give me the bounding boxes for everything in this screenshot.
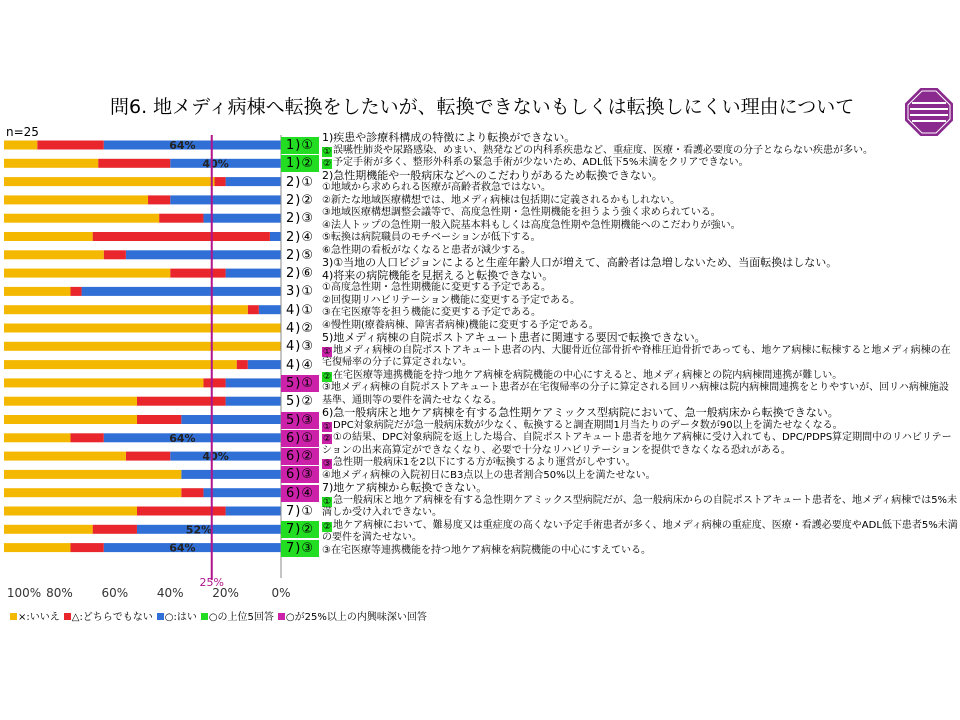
x-tick-label: 100% [6, 586, 42, 600]
reason-item [322, 220, 958, 233]
reason-item-text: ①高度急性期・急性期機能に変更する予定である。 [322, 282, 551, 293]
bar-segment-circle [226, 507, 281, 516]
highlight-marker: ② [322, 371, 332, 382]
legend-entry: ○の上位5回答 [208, 612, 274, 623]
bar-segment-circle [181, 470, 281, 479]
bar-segment-circle [82, 287, 281, 296]
bar-segment-x [4, 141, 37, 150]
category-code: 4)② [286, 321, 314, 336]
category-code: 5)③ [281, 412, 319, 429]
reason-item [322, 307, 958, 320]
category-code: 2)⑥ [286, 266, 314, 282]
legend-swatch [64, 613, 71, 620]
x-tick-label: 80% [46, 586, 73, 600]
highlight-marker: ② [322, 434, 332, 444]
highlight-marker: ③ [322, 459, 332, 469]
bar-segment-x [4, 232, 93, 241]
category-code: 3)① [286, 284, 314, 300]
reason-item [322, 295, 958, 308]
bar-segment-triangle [98, 159, 170, 168]
reason-item-text: ④地メディ病棟の入院初日にB3点以上の患者割合50%以上を満たせない。 [322, 469, 656, 481]
highlight-marker: ② [322, 159, 332, 169]
reason-item-text: ②回復期リハビリテーション機能に変更する予定である。 [322, 294, 581, 306]
legend-swatch [157, 613, 164, 620]
bar-segment-x [4, 452, 126, 461]
reason-group-header: 7)地ケア病棟から転換できない。 [322, 481, 488, 494]
bar-segment-triangle [181, 488, 203, 497]
bar-segment-triangle [70, 433, 103, 442]
category-code: 7)③ [281, 540, 319, 557]
legend-swatch [278, 613, 285, 620]
reason-item-text: ④慢性期(療養病棟、障害者病棟)機能に変更する予定である。 [322, 319, 599, 331]
reason-item-text: ⑥急性期の看板がなくなると患者が減少する。 [322, 244, 531, 256]
bar-segment-circle [226, 177, 281, 186]
reason-item [322, 432, 958, 457]
category-code: 2)② [286, 192, 314, 208]
reason-item [322, 157, 958, 170]
bar-segment-circle [126, 250, 281, 259]
highlight-marker: ① [322, 421, 332, 432]
reason-item-text: ①の結果、DPC対象病院を返上した場合、自院ポストアキュート患者を地ケア病棟に受け入れても、DPC/PDPS算定期間中のリハビリテーションの出来高算定ができなくなり、必要で十分なリハビリテーションを提供できなくなる恐れがある。 [322, 432, 952, 456]
highlight-marker: ① [322, 146, 332, 157]
reason-group-header: 1)疾患や診療科構成の特徴により転換ができない。 [322, 131, 576, 144]
bar-segment-x [4, 433, 70, 442]
bar-segment-circle [226, 378, 281, 387]
category-code: 6)② [281, 448, 319, 465]
legend-swatch [201, 613, 208, 620]
reason-item [322, 282, 958, 295]
bar-segment-circle [203, 488, 281, 497]
bar-segment-circle [203, 214, 281, 223]
reason-item-text: ②新たな地域医療構想では、地メディ病棟は包括期に定義されるかもしれない。 [322, 194, 681, 206]
reason-item [322, 145, 958, 158]
reason-item-text: 急性期一般病床1を2以下にする方が転換するより運営がしやすい。 [333, 457, 636, 468]
sample-size-label: n=25 [6, 125, 39, 139]
bar-segment-x [4, 397, 137, 406]
bar-segment-circle [170, 195, 281, 204]
bar-segment-x [4, 269, 170, 278]
bar-segment-triangle [70, 287, 81, 296]
bar-segment-triangle [93, 232, 270, 241]
reason-item [322, 495, 958, 520]
reason-item-text: ④法人トップの急性期一般入院基本料もしくは高度急性期や急性期機能へのこだわりが強い。 [322, 219, 741, 231]
reason-item-text: 地メディ病棟の自院ポストアキュート患者の内、大腿骨近位部骨折や脊椎圧迫骨折であっても、地ケア病棟に転棟すると地メディ病棟の在宅復帰率の分子に算定されない。 [322, 344, 951, 368]
category-code: 4)④ [286, 357, 314, 373]
reason-item [322, 370, 958, 383]
data-label: 64% [169, 431, 196, 445]
category-code: 2)① [286, 174, 314, 190]
category-code: 5)② [286, 394, 314, 410]
bar-segment-x [4, 543, 70, 552]
reason-item-text: ③在宅医療等を担う機能に変更する予定である。 [322, 307, 541, 318]
bar-segment-triangle [148, 195, 170, 204]
reason-item [322, 420, 958, 433]
reason-item-text: ③地メディ病棟の自院ポストアキュート患者が在宅復帰率の分子に算定される回リハ病棟は院内病棟間連携をとりやすいが、回リハ病棟施設基準、通則等の要件を満たせなくなる。 [322, 382, 949, 406]
reason-item [322, 457, 958, 470]
bar-segment-x [4, 507, 137, 516]
category-code: 1)② [281, 155, 319, 172]
reason-text-panel [322, 132, 958, 557]
bar-segment-triangle [70, 543, 103, 552]
reason-group-header: 5)地メディ病棟の自院ポストアキュート患者に関連する要因で転換できない。 [322, 331, 706, 344]
reason-item [322, 195, 958, 208]
reason-item [322, 382, 958, 407]
bar-segment-x [4, 159, 98, 168]
reason-item-text: ③在宅医療等連携機能を持つ地ケア病棟を病院機能の中心にすえている。 [322, 544, 651, 556]
category-code: 7)① [286, 504, 314, 519]
category-code: 4)③ [286, 339, 314, 355]
bar-segment-triangle [93, 525, 137, 534]
chart-legend [6, 608, 427, 623]
reason-item-text: ⑤転換は病院職員のモチベーションが低下する。 [322, 232, 541, 243]
bar-segment-x [4, 378, 203, 387]
reason-item [322, 207, 958, 220]
category-code: 2)③ [286, 211, 314, 227]
bar-segment-x [4, 415, 137, 424]
bar-segment-x [4, 488, 181, 497]
bar-segment-x [4, 195, 148, 204]
highlight-marker: ① [322, 496, 332, 507]
category-code: 5)① [281, 375, 319, 392]
reason-item-text: 誤嚥性肺炎や尿路感染、めまい、熱発などの内科系疾患など、重症度、医療・看護必要度の分子とならない疾患が多い。 [333, 144, 873, 156]
legend-entry: ○:はい [164, 612, 197, 623]
data-label: 40% [202, 450, 229, 464]
x-tick-label: 20% [212, 586, 239, 600]
bar-segment-triangle [104, 250, 126, 259]
bar-segment-triangle [203, 378, 225, 387]
category-code: 6)③ [281, 466, 319, 483]
x-tick-label: 0% [271, 586, 291, 600]
reason-item [322, 520, 958, 545]
reason-group-header: 6)急一般病床と地ケア病棟を有する急性期ケアミックス型病院において、急一般病床から転換できない。 [322, 406, 839, 419]
reason-item [322, 232, 958, 245]
x-tick-label: 40% [156, 586, 184, 600]
bar-segment-x [4, 525, 93, 534]
data-label: 64% [169, 139, 196, 152]
bar-segment-circle [226, 269, 281, 278]
bar-segment-x [4, 470, 181, 479]
reason-group-header: 2)急性期機能や一般病床などへのこだわりがあるため転換できない。 [322, 168, 663, 182]
bar-segment-circle [248, 360, 281, 369]
bar-segment-triangle [170, 269, 225, 278]
data-label: 64% [169, 541, 196, 555]
reason-item [322, 545, 958, 558]
legend-swatch [10, 613, 17, 620]
reason-item-text: DPC対象病院だが急一般病床数が少なく、転換すると調査期間1月当たりのデータ数が90以上を満たせなくなる。 [333, 419, 843, 431]
bar-segment-x [4, 324, 281, 333]
reason-item-text: ①地域から求められる医療が高齢者救急ではない。 [322, 182, 551, 193]
category-code: 6)④ [281, 485, 319, 502]
bar-segment-x [4, 177, 215, 186]
bar-segment-triangle [248, 305, 259, 314]
reason-item-text: 地ケア病棟において、難易度又は重症度の高くない予定手術患者が多く、地メディ病棟の重症度、医療・看護必要度やADL低下患者5%未満の要件を満たせない。 [322, 519, 958, 543]
x-tick-label: 60% [101, 586, 129, 600]
category-code: 7)② [281, 521, 319, 538]
threshold-label: 25% [199, 576, 224, 589]
reason-item-text: 急一般病床と地ケア病棟を有する急性期ケアミックス型病院だが、急一般病床からの自院ポストアキュート患者を、地メディ病棟では5%未満しか受け入れできない。 [322, 494, 958, 518]
reason-item-text: 在宅医療等連携機能を持つ地ケア病棟を病院機能の中心にすえると、地メディ病棟との院内病棟間連携が難しい。 [333, 369, 843, 381]
reason-item-text: 予定手術が多く、整形外科系の緊急手術が少ないため、ADL低下5%未満をクリアできない。 [333, 157, 749, 168]
category-code: 6)① [281, 430, 319, 447]
bar-segment-triangle [126, 452, 170, 461]
bar-segment-circle [270, 232, 281, 241]
bar-segment-x [4, 214, 159, 223]
bar-segment-triangle [237, 360, 248, 369]
bar-segment-x [4, 287, 70, 296]
reason-group-header: 4)将来の病院機能を見据えると転換できない。 [322, 268, 554, 282]
bar-segment-x [4, 250, 104, 259]
bar-segment-circle [181, 415, 281, 424]
bar-segment-triangle [37, 141, 103, 150]
legend-entry: △:どちらでもない [71, 612, 153, 623]
legend-entry: ○が25%以上の内興味深い回答 [285, 612, 427, 623]
bar-segment-x [4, 342, 281, 351]
legend-entry: ×:いいえ [18, 612, 60, 623]
bar-segment-triangle [137, 415, 181, 424]
bar-segment-circle [226, 397, 281, 406]
data-label: 40% [202, 157, 229, 171]
reason-item [322, 182, 958, 195]
category-code: 1)① [281, 137, 319, 154]
page-title: 問6. 地メディ病棟へ転換をしたいが、転換できないもしくは転換しにくい理由について [110, 96, 855, 118]
reason-group-header: 3)①当地の人口ビジョンによると生産年齢人口が増えて、高齢者は急増しないため、当面転換はしない。 [322, 256, 838, 269]
reason-item [322, 345, 958, 370]
highlight-marker: ② [322, 521, 332, 532]
bar-segment-circle [259, 305, 281, 314]
data-label: 52% [185, 523, 213, 537]
bar-segment-x [4, 360, 237, 369]
category-code: 2)④ [286, 229, 314, 245]
bar-segment-triangle [215, 177, 226, 186]
reason-item-text: ③地域医療構想調整会議等で、高度急性期・急性期機能を担うよう強く求められている。 [322, 207, 721, 218]
category-code: 4)① [286, 302, 314, 318]
category-code: 2)⑤ [286, 247, 314, 263]
bar-segment-triangle [159, 214, 203, 223]
highlight-marker: ① [322, 346, 332, 357]
